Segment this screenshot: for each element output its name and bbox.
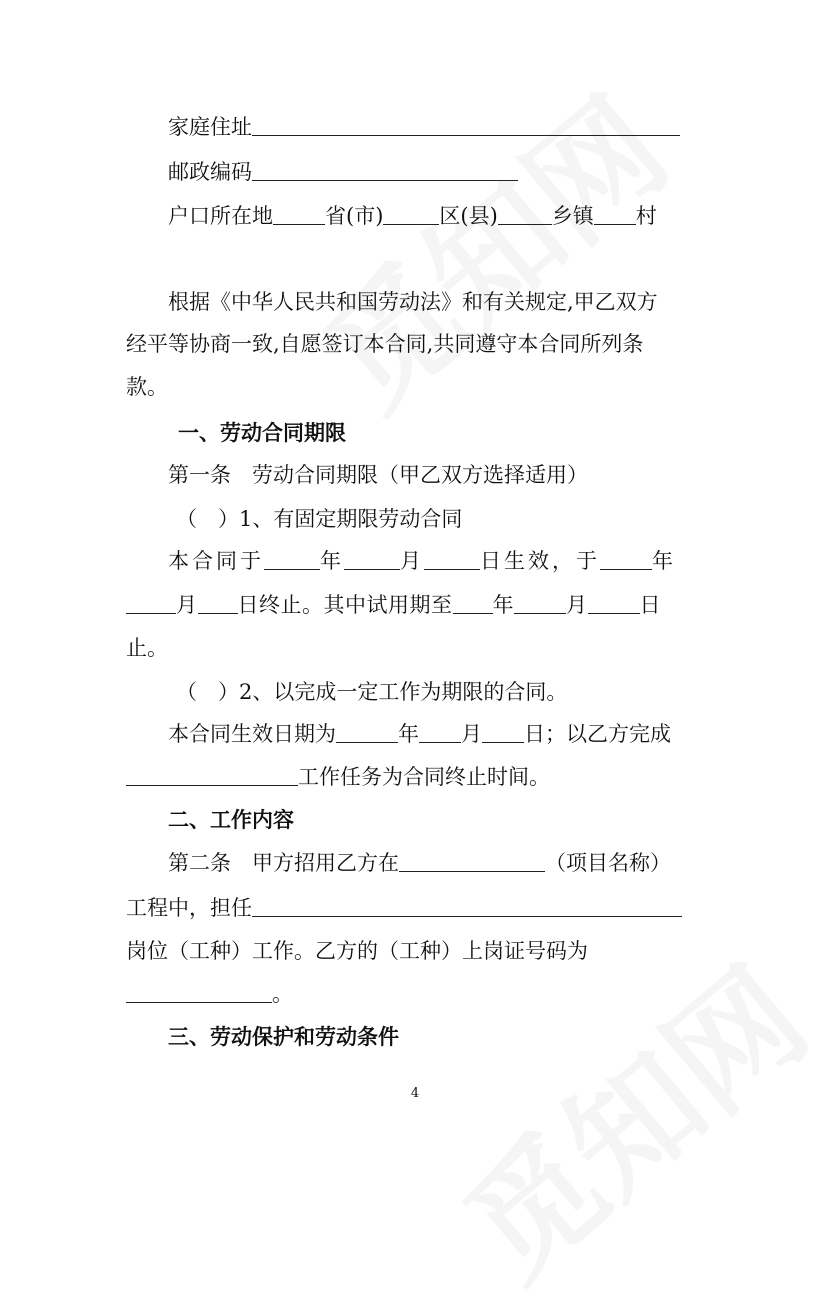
certificate-blank[interactable] [126, 982, 272, 1003]
fixed-term-line-3: 止。 [126, 636, 168, 660]
article2-prefix: 第二条 甲方招用乙方在 [168, 851, 399, 875]
fixed-term-line-2 [126, 590, 661, 620]
end-month-blank[interactable] [126, 593, 176, 614]
article2-line-1 [168, 848, 671, 878]
month-label: 月 [566, 593, 588, 617]
article2-line-4 [126, 979, 293, 1009]
section3-title: 三、劳动保护和劳动条件 [168, 1024, 399, 1049]
postal-blank[interactable] [252, 160, 518, 181]
start-year-blank[interactable] [264, 549, 320, 570]
task-term-line-2 [126, 762, 550, 792]
option2: （ ）2、以完成一定工作为期限的合同。 [176, 680, 568, 704]
project-name-label: （项目名称） [545, 851, 671, 875]
end-day-blank[interactable] [198, 593, 238, 614]
intro-line-2: 经平等协商一致,自愿签订本合同,共同遵守本合同所列条 [126, 332, 644, 356]
year-label: 年 [492, 593, 514, 617]
day-end-label: 日终止。其中试用期至 [237, 593, 453, 617]
town-label: 乡镇 [551, 204, 594, 228]
task-end-label: 工作任务为合同终止时间。 [298, 765, 550, 789]
address-label: 家庭住址 [168, 115, 252, 139]
postal-label: 邮政编码 [168, 160, 252, 184]
year-label: 年 [652, 549, 676, 573]
effective-day-blank[interactable] [482, 722, 524, 743]
article2-line-2 [126, 893, 682, 923]
district-blank[interactable] [383, 204, 439, 225]
day-label: 日 [639, 593, 661, 617]
address-line [168, 112, 680, 142]
start-month-blank[interactable] [344, 549, 400, 570]
district-label: 区(县) [439, 204, 498, 228]
province-label: 省(市) [325, 204, 384, 228]
village-label: 村 [635, 204, 657, 228]
intro-line-3: 款。 [126, 375, 168, 399]
day-effective-label: 日生效，于 [480, 549, 600, 573]
start-prefix: 本合同于 [168, 549, 264, 573]
probation-year-blank[interactable] [453, 593, 493, 614]
project-prefix: 工程中，担任 [126, 896, 252, 920]
watermark [280, 49, 699, 443]
task-blank[interactable] [126, 765, 298, 786]
day-semicolon-label: 日；以乙方完成 [524, 722, 671, 746]
watermark-bottom [420, 919, 830, 1313]
task-term-line-1 [168, 719, 671, 749]
start-day-blank[interactable] [424, 549, 480, 570]
province-blank[interactable] [273, 204, 325, 225]
project-blank[interactable] [399, 851, 545, 872]
effective-month-blank[interactable] [419, 722, 461, 743]
effective-year-blank[interactable] [336, 722, 398, 743]
position-blank[interactable] [252, 896, 682, 917]
end-year-blank[interactable] [600, 549, 652, 570]
month-label: 月 [176, 593, 198, 617]
hukou-label: 户口所在地 [168, 204, 273, 228]
year-label: 年 [320, 549, 344, 573]
hukou-line [168, 201, 657, 231]
fixed-term-line-1 [168, 546, 676, 576]
month-label: 月 [461, 722, 482, 746]
section2-title: 二、工作内容 [168, 807, 294, 832]
address-blank[interactable] [252, 115, 680, 136]
town-blank[interactable] [498, 204, 552, 225]
year-label: 年 [398, 722, 419, 746]
article1: 第一条 劳动合同期限（甲乙双方选择适用） [168, 463, 588, 487]
section1-title: 一、劳动合同期限 [178, 420, 346, 445]
intro-line-1: 根据《中华人民共和国劳动法》和有关规定,甲乙双方 [168, 290, 658, 314]
month-label: 月 [400, 549, 424, 573]
probation-day-blank[interactable] [588, 593, 640, 614]
effective-prefix: 本合同生效日期为 [168, 722, 336, 746]
option1: （ ）1、有固定期限劳动合同 [176, 507, 463, 531]
probation-month-blank[interactable] [514, 593, 566, 614]
period-label: 。 [272, 982, 293, 1006]
article2-line-3: 岗位（工种）工作。乙方的（工种）上岗证号码为 [126, 939, 588, 963]
village-blank[interactable] [594, 204, 636, 225]
postal-line [168, 157, 518, 187]
page-number: 4 [410, 1086, 420, 1101]
